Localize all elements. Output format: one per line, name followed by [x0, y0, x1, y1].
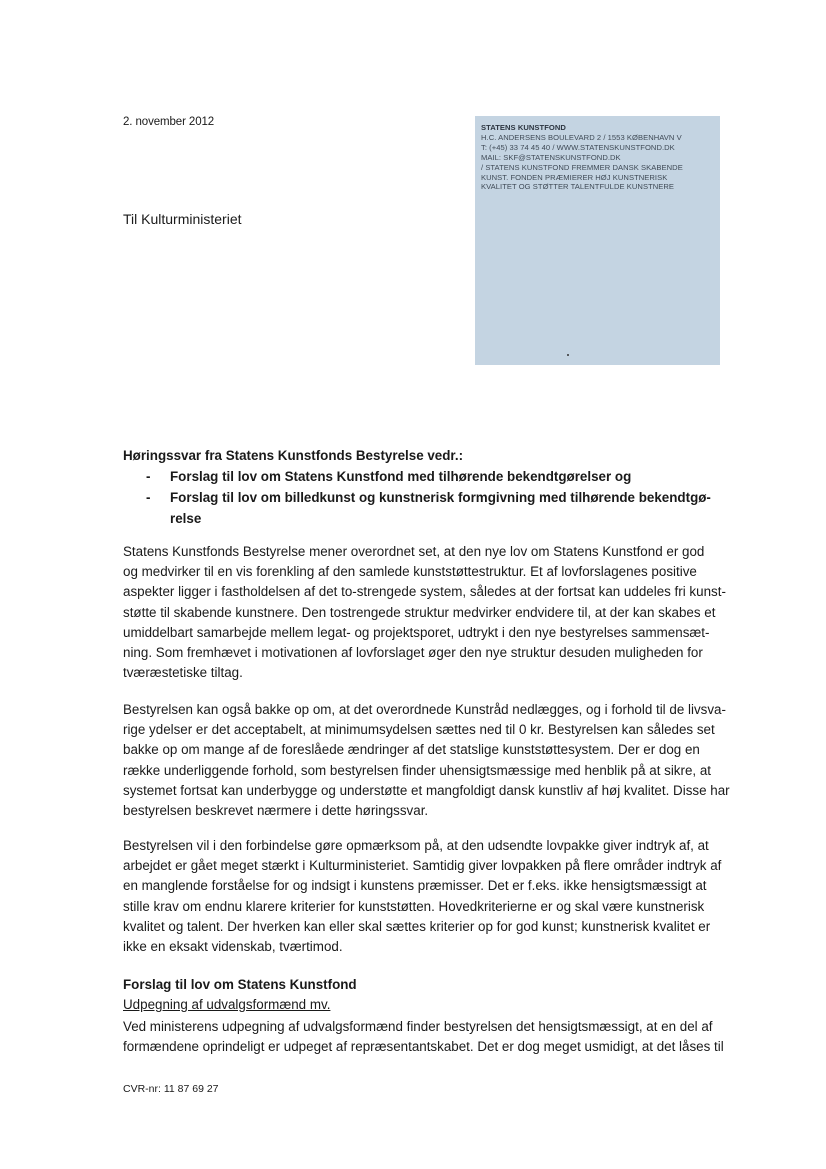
paragraph-line: Statens Kunstfonds Bestyrelse mener overordnet set, at den nye lov om Statens Kunstfond er god	[123, 544, 705, 559]
paragraph-line: umiddelbart samarbejde mellem legat- og projektsporet, udtrykt i den nye bestyrelses sammensæt-	[123, 624, 710, 640]
letterhead-text	[481, 123, 683, 192]
letterhead-line: T: (+45) 33 74 45 40 / WWW.STATENSKUNSTFOND.DK	[481, 142, 675, 152]
letterhead-line: MAIL: SKF@STATENSKUNSTFOND.DK	[481, 152, 621, 162]
subject-item-text: relse	[170, 511, 202, 526]
subject-title: Høringssvar fra Statens Kunstfonds Bestyrelse vedr.:	[123, 448, 464, 463]
paragraph-line: systemet fortsat kan underbygge og understøtte et mangfoldigt dansk kunstliv af høj kvalitet. Disse har	[123, 782, 730, 798]
letterhead-line: KVALITET OG STØTTER TALENTFULDE KUNSTNERE	[481, 182, 675, 192]
paragraph-3	[123, 836, 722, 957]
section-title: Forslag til lov om Statens Kunstfond	[123, 977, 357, 992]
letterhead-line: KUNST. FONDEN PRÆMIERER HØJ KUNSTNERISK	[481, 172, 668, 182]
letterhead-line: H.C. ANDERSENS BOULEVARD 2 / 1553 KØBENHAVN V	[481, 132, 682, 142]
scan-speck	[567, 354, 569, 356]
footer-cvr: CVR-nr: 11 87 69 27	[123, 1083, 219, 1095]
letter-date: 2. november 2012	[123, 116, 215, 128]
paragraph-line: bestyrelsen beskrevet nærmere i dette høringssvar.	[123, 803, 429, 819]
paragraph-line: række underliggende forhold, som bestyrelsen finder uhensigtsmæssige med henblik på at sikre, at	[123, 762, 712, 778]
paragraph-line: stille krav om endnu klarere kriterier for kunststøtten. Hovedkriterierne er og skal være kunstnerisk	[123, 898, 705, 914]
letterhead-line: / STATENS KUNSTFOND FREMMER DANSK SKABENDE	[481, 162, 683, 172]
subject-list	[123, 466, 713, 529]
paragraph-line: ning. Som fremhævet i motivationen af lovforslaget øger den nye struktur desuden muligheden for	[123, 645, 703, 661]
paragraph-line: arbejdet er gået meget stærkt i Kulturministeriet. Samtidig giver lovpakken på flere områder indtryk af	[123, 858, 722, 874]
section-subtitle: Udpegning af udvalgsformænd mv.	[123, 997, 331, 1012]
paragraph-line: og medvirker til en vis forenkling af den samlede kunststøttestruktur. Et af lovforslagenes positive	[123, 564, 697, 580]
paragraph-line: Bestyrelsen kan også bakke op om, at det overordnede Kunstråd nedlægges, og i forhold til de livsva-	[123, 702, 726, 717]
paragraph-line: Ved ministerens udpegning af udvalgsformænd finder bestyrelsen det hensigtsmæssigt, at en del af	[123, 1019, 713, 1034]
paragraph-line: aspekter ligger i fastholdelsen af det to-strengede system, således at der fortsat kan uddeles fri kunst-	[123, 584, 726, 600]
paragraph-line: støtte til skabende kunstnere. Den tostrengede struktur medvirker endvidere til, at der kan skabes et	[123, 604, 716, 620]
recipient: Til Kulturministeriet	[123, 211, 242, 227]
paragraph-line: tværæstetiske tiltag.	[123, 665, 243, 681]
subject-item	[123, 466, 713, 487]
paragraph-line: formændene oprindeligt er udpeget af repræsentantskabet. Det er dog meget usmidigt, at det låses til	[123, 1039, 724, 1055]
paragraph-4	[123, 1017, 724, 1057]
letterhead-org-name: STATENS KUNSTFOND	[481, 123, 566, 132]
paragraph-line: Bestyrelsen vil i den forbindelse gøre opmærksom på, at den udsendte lovpakke giver indtryk af, at	[123, 838, 709, 853]
bullet-dash: -	[146, 469, 151, 484]
paragraph-1	[123, 542, 726, 683]
paragraph-line: rige ydelser er det acceptabelt, at minimumsydelsen sættes ned til 0 kr. Bestyrelsen kan således set	[123, 722, 715, 738]
paragraph-line: ikke en eksakt videnskab, tværtimod.	[123, 939, 343, 955]
bullet-dash: -	[146, 490, 151, 505]
paragraph-line: bakke op om mange af de foreslåede ændringer af det statslige kunststøttesystem. Der er dog en	[123, 742, 700, 758]
paragraph-line: kvalitet og talent. Der hverken kan eller skal sættes kriterier op for god kunst; kunstnerisk kvalitet er	[123, 918, 711, 934]
subject-heading	[123, 445, 713, 529]
subject-item	[123, 487, 713, 529]
subject-item-text: Forslag til lov om Statens Kunstfond med tilhørende bekendtgørelser og	[170, 469, 632, 484]
paragraph-line: en manglende forståelse for og indsigt i kunstens præmisser. Det er f.eks. ikke hensigtsmæssigt at	[123, 878, 707, 894]
letterhead-box	[475, 116, 720, 365]
subject-item-text: Forslag til lov om billedkunst og kunstnerisk formgivning med tilhørende bekendtgø-	[170, 490, 711, 505]
paragraph-2	[123, 700, 730, 821]
